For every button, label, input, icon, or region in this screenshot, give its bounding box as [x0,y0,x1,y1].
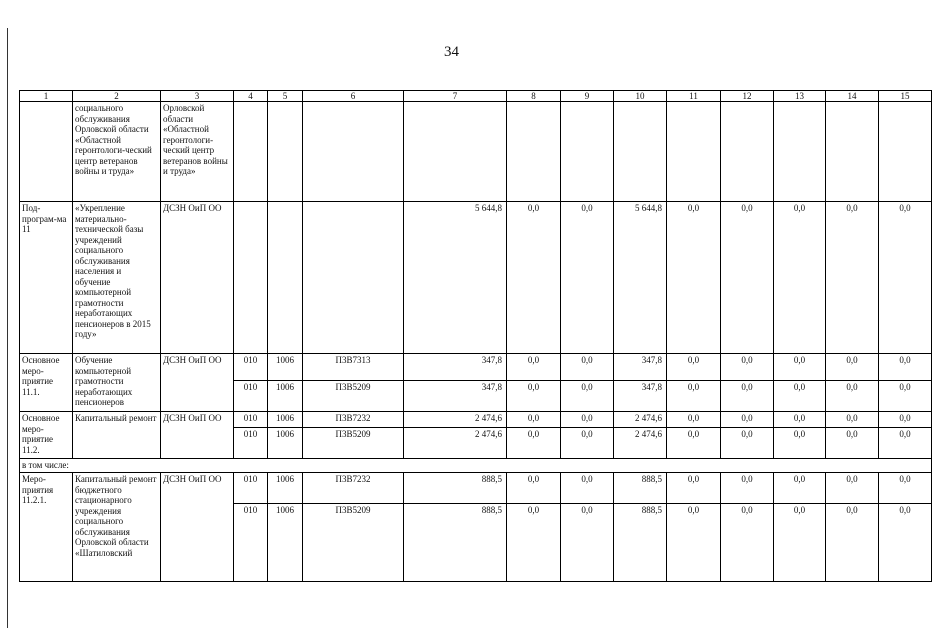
col-header: 11 [667,91,721,102]
cell-value: 2 474,6 [614,412,667,428]
cell-name: социального обслуживания Орловской области «Областной геронтологи-ческий центр ветеранов войны и труда» [73,102,161,202]
col-header: 7 [404,91,507,102]
cell-value: 0,0 [721,354,774,381]
cell-value: 0,0 [507,202,561,354]
cell-value: 0,0 [561,473,614,504]
page-number: 34 [444,44,459,60]
cell-value: 0,0 [561,202,614,354]
cell-value: 0,0 [721,412,774,428]
cell-section: 1006 [268,473,303,504]
table-row [20,473,932,504]
cell-executor: ДСЗН ОиП ОО [161,354,234,412]
cell-value: 0,0 [507,381,561,412]
cell-value: 0,0 [826,428,879,459]
scan-edge-line [7,28,8,628]
cell-name: Капитальный ремонт [73,412,161,459]
cell-value: 0,0 [507,473,561,504]
cell-value: 0,0 [721,202,774,354]
cell-value: 0,0 [826,381,879,412]
col-header: 5 [268,91,303,102]
cell-value: 347,8 [404,354,507,381]
cell-section: 1006 [268,412,303,428]
cell-value: 0,0 [826,412,879,428]
cell-value: 0,0 [774,428,826,459]
table-row [20,459,932,473]
cell-value: 0,0 [507,428,561,459]
cell-code: Под-програм-ма 11 [20,202,73,354]
cell-value: 0,0 [879,412,932,428]
cell-value: 0,0 [667,412,721,428]
cell-executor: ДСЗН ОиП ОО [161,412,234,459]
col-header: 15 [879,91,932,102]
cell-value: 0,0 [879,428,932,459]
cell-value: 0,0 [721,504,774,582]
cell-value: 888,5 [614,473,667,504]
cell-section: 1006 [268,504,303,582]
cell-value: 0,0 [879,473,932,504]
cell-grbs: 010 [234,381,268,412]
cell-value: 0,0 [561,381,614,412]
cell-value: 0,0 [561,428,614,459]
cell-executor: ДСЗН ОиП ОО [161,473,234,582]
cell-value: 0,0 [826,202,879,354]
cell-value: 0,0 [879,504,932,582]
cell-section: 1006 [268,381,303,412]
cell-value: 347,8 [614,354,667,381]
cell-value: 0,0 [774,504,826,582]
col-header: 1 [20,91,73,102]
cell-value: 0,0 [561,504,614,582]
cell-value: 888,5 [614,504,667,582]
table-row [20,102,932,202]
budget-table [19,90,932,582]
cell-value: 0,0 [826,354,879,381]
cell-value: 0,0 [667,504,721,582]
col-header: 10 [614,91,667,102]
cell-value: 0,0 [774,381,826,412]
column-number-row [20,91,932,102]
cell-value: 0,0 [507,354,561,381]
cell-grbs: 010 [234,473,268,504]
cell-value: 0,0 [721,381,774,412]
cell-name: Обучение компьютерной грамотности неработающих пенсионеров [73,354,161,412]
col-header: 3 [161,91,234,102]
cell-value: 2 474,6 [404,428,507,459]
cell-value: 888,5 [404,473,507,504]
cell-name: «Укрепление материально-технической базы учреждений социального обслуживания населения и обучение компьютерной грамотности неработающих пенсионеров в 2015 году» [73,202,161,354]
cell-value: 0,0 [774,354,826,381]
col-header: 13 [774,91,826,102]
cell-code: Меро-приятия 11.2.1. [20,473,73,582]
cell-code: Основное меро-приятие 11.1. [20,354,73,412]
cell-value: 0,0 [879,202,932,354]
cell-value: 0,0 [721,428,774,459]
cell-executor: Орловской области «Областной геронтологи-ческий центр ветеранов войны и труда» [161,102,234,202]
cell-value: 0,0 [774,473,826,504]
cell-target-article: П3В5209 [303,504,404,582]
cell-value: 0,0 [667,473,721,504]
table-row [20,202,932,354]
cell-value: 0,0 [826,504,879,582]
cell-value: 5 644,8 [614,202,667,354]
cell-target-article: П3В7232 [303,412,404,428]
cell-value: 0,0 [721,473,774,504]
cell-value: 0,0 [561,354,614,381]
cell-target-article: П3В5209 [303,428,404,459]
cell-value: 0,0 [667,202,721,354]
cell-value: 2 474,6 [614,428,667,459]
table-row [20,354,932,381]
cell-value: 5 644,8 [404,202,507,354]
cell-code: Основное меро-приятие 11.2. [20,412,73,459]
col-header: 12 [721,91,774,102]
cell-value: 888,5 [404,504,507,582]
cell-target-article: П3В7313 [303,354,404,381]
cell-value: 347,8 [614,381,667,412]
col-header: 9 [561,91,614,102]
col-header: 2 [73,91,161,102]
cell-grbs: 010 [234,354,268,381]
cell-grbs: 010 [234,428,268,459]
cell-value: 0,0 [667,381,721,412]
cell-value: 0,0 [667,354,721,381]
cell-value: 0,0 [507,412,561,428]
col-header: 6 [303,91,404,102]
cell-value: 0,0 [879,354,932,381]
cell-grbs: 010 [234,504,268,582]
cell-target-article: П3В7232 [303,473,404,504]
including-label: в том числе: [20,459,932,473]
cell-target-article: П3В5209 [303,381,404,412]
cell-value: 347,8 [404,381,507,412]
cell-value: 0,0 [826,473,879,504]
cell-value: 0,0 [667,428,721,459]
cell-name: Капитальный ремонт бюджетного стационарного учреждения социального обслуживания Орловской области «Шатиловский [73,473,161,582]
cell-executor: ДСЗН ОиП ОО [161,202,234,354]
cell-value: 0,0 [774,412,826,428]
cell-value: 0,0 [561,412,614,428]
col-header: 8 [507,91,561,102]
cell-value: 2 474,6 [404,412,507,428]
col-header: 4 [234,91,268,102]
table-row [20,412,932,428]
cell-value: 0,0 [879,381,932,412]
cell-grbs: 010 [234,412,268,428]
cell-section: 1006 [268,428,303,459]
col-header: 14 [826,91,879,102]
cell-section: 1006 [268,354,303,381]
cell-value: 0,0 [507,504,561,582]
cell-value: 0,0 [774,202,826,354]
